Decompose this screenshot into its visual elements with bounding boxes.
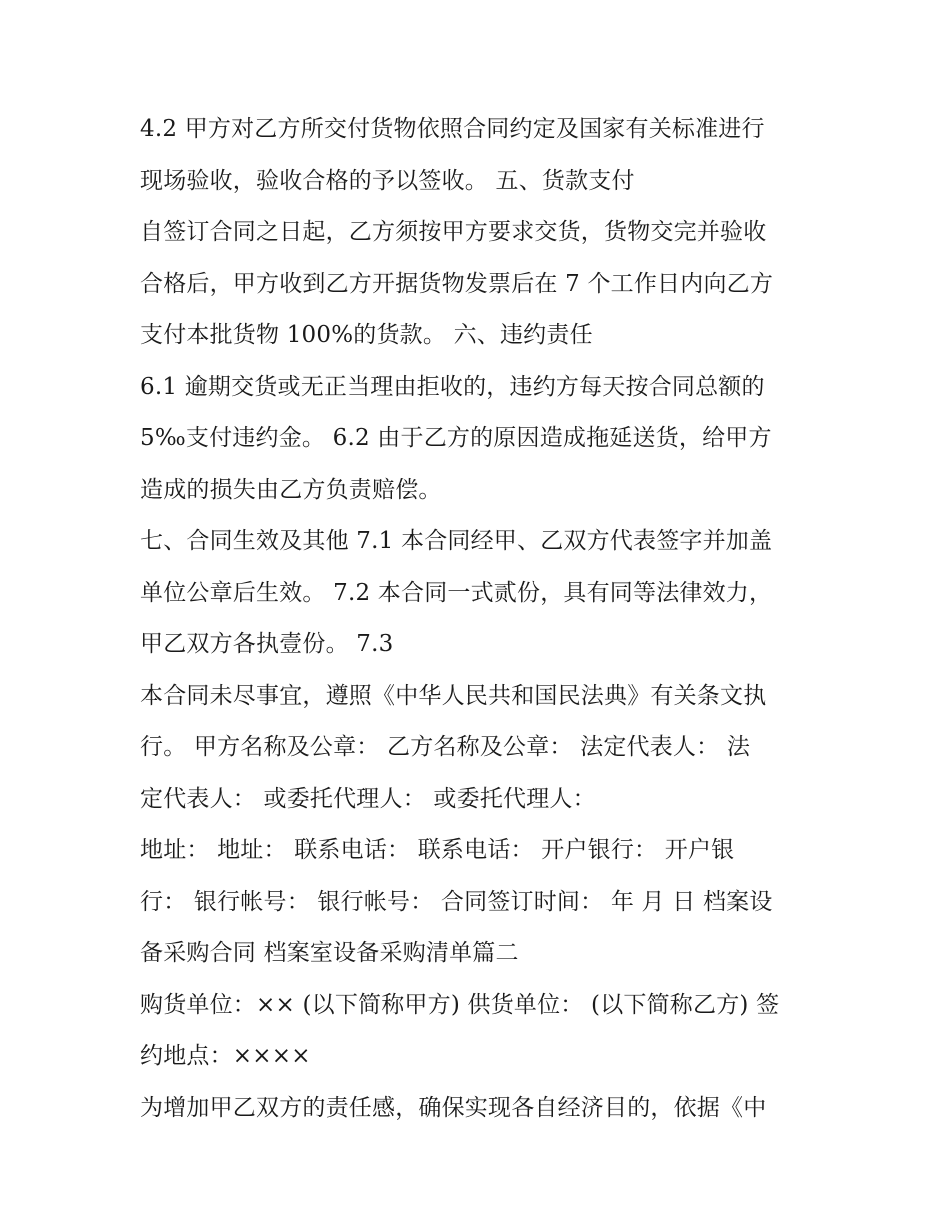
contract-text — [140, 108, 820, 1138]
text-line: 6.1 逾期交货或无正当理由拒收的，违约方每天按合同总额的 — [140, 373, 765, 400]
text-line: 七、合同生效及其他 7.1 本合同经甲、乙双方代表签字并加盖 — [140, 528, 773, 554]
text-line: 现场验收，验收合格的予以签收。 五、货款支付 — [140, 167, 635, 194]
text-line: 约地点：×××× — [140, 1043, 311, 1069]
text-line: 4.2 甲方对乙方所交付货物依照合同约定及国家有关标准进行 — [140, 116, 765, 142]
text-line: 地址： 地址： 联系电话： 联系电话： 开户银行： 开户银 — [140, 837, 735, 863]
text-line: 5‰支付违约金。 6.2 由于乙方的原因造成拖延送货，给甲方 — [140, 425, 772, 451]
text-line: 备采购合同 档案室设备采购清单篇二 — [140, 940, 519, 966]
text-line: 行。 甲方名称及公章： 乙方名称及公章： 法定代表人： 法 — [140, 734, 751, 760]
text-line: 单位公章后生效。 7.2 本合同一式贰份，具有同等法律效力， — [140, 579, 773, 606]
text-line: 本合同未尽事宜，遵照《中华人民共和国民法典》有关条文执 — [140, 682, 767, 709]
text-line: 定代表人： 或委托代理人： 或委托代理人： — [140, 785, 596, 812]
text-line: 自签订合同之日起，乙方须按甲方要求交货，货物交完并验收 — [140, 219, 767, 245]
text-line: 甲乙双方各执壹份。 7.3 — [140, 631, 394, 657]
text-line: 支付本批货物 100%的货款。 六、违约责任 — [140, 322, 593, 348]
text-line: 为增加甲乙双方的责任感，确保实现各自经济目的，依据《中 — [140, 1094, 767, 1121]
text-line: 合格后，甲方收到乙方开据货物发票后在 7 个工作日内向乙方 — [140, 270, 774, 297]
text-line: 造成的损失由乙方负责赔偿。 — [140, 476, 442, 503]
text-line: 购货单位：×× (以下简称甲方) 供货单位： (以下简称乙方) 签 — [140, 991, 780, 1018]
text-line: 行： 银行帐号： 银行帐号： 合同签订时间： 年 月 日 档案设 — [140, 888, 773, 915]
